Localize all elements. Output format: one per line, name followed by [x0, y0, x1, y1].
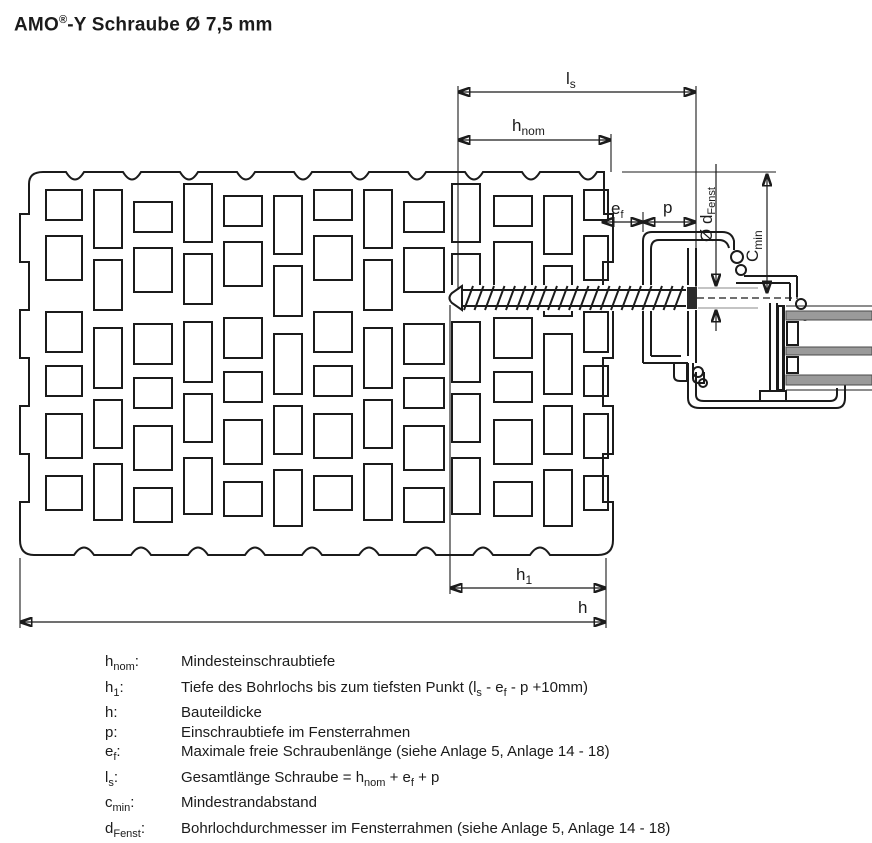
pilot-hole-edges	[698, 288, 758, 308]
legend-row	[105, 742, 670, 768]
label-cmin: $C_{min}$	[743, 230, 765, 262]
title-brand: AMO	[14, 14, 59, 36]
label-h1: $h_1$	[516, 565, 533, 587]
legend-definition: Einschraubtiefe im Fensterrahmen	[181, 723, 411, 741]
legend-definition: Maximale freie Schraubenlänge (siehe Anlage 5, Anlage 14 - 18)	[181, 743, 610, 760]
legend-row	[105, 723, 670, 743]
registered-mark: ®	[58, 14, 68, 26]
legend-symbol: $d_{Fenst}$:	[105, 819, 146, 840]
glazing-spacer	[787, 322, 798, 345]
legend-symbol: $c_{min}$:	[105, 794, 135, 814]
screw	[446, 285, 798, 311]
label-ef: $e_f$	[611, 199, 624, 221]
legend-symbol: p:	[105, 723, 118, 741]
label-ls: $l_s$	[566, 69, 576, 91]
glass-edge-strip	[778, 306, 783, 390]
legend-symbol: $h_1$:	[105, 678, 124, 699]
legend-symbol: h:	[105, 704, 118, 721]
legend-definition: Mindestrandabstand	[181, 794, 317, 811]
frame-box-bottom	[643, 356, 688, 363]
label-dfenst: Ø dFenst	[697, 187, 718, 242]
gasket-seal	[736, 265, 746, 275]
legend-definition: Bohrlochdurchmesser im Fensterrahmen (siehe Anlage 5, Anlage 14 - 18)	[181, 819, 671, 837]
legend-symbol: $h_{nom}$:	[105, 653, 139, 673]
glass-pane	[786, 347, 872, 355]
legend-symbol: $l_s$:	[105, 768, 119, 789]
brick-outline	[20, 172, 613, 555]
glazing-spacer	[787, 357, 798, 373]
legend	[105, 652, 670, 843]
label-hnom: $h_{nom}$	[512, 116, 545, 138]
title-rest: -Y Schraube Ø 7,5 mm	[67, 14, 273, 36]
legend-definition: Bauteildicke	[181, 704, 262, 721]
label-h: h	[578, 598, 588, 617]
legend-row	[105, 652, 670, 678]
screw-engagement	[687, 287, 697, 309]
brick-holes	[46, 184, 608, 526]
legend-row	[105, 793, 670, 819]
label-p: p	[663, 198, 673, 217]
glass-pane	[786, 375, 872, 385]
perforated-brick	[20, 172, 613, 555]
legend-row	[105, 703, 670, 723]
sash-step-detail	[760, 391, 786, 401]
gasket-seal	[796, 299, 806, 309]
glass-pane	[786, 311, 872, 320]
gasket-seal	[731, 251, 743, 263]
legend-definition: Tiefe des Bohrlochs bis zum tiefsten Punkt $(l_s - e_f - p +10mm)$	[181, 678, 588, 699]
legend-definition: Mindesteinschraubtiefe	[181, 653, 336, 670]
legend-row	[105, 819, 670, 843]
legend-row	[105, 678, 670, 704]
glass-edge-lines	[770, 303, 784, 392]
legend-row	[105, 768, 670, 794]
gasket-seal	[693, 367, 703, 377]
legend-symbol: $e_f$:	[105, 743, 121, 763]
legend-definition: Gesamtlänge Schraube = $h_{nom} + e_f + p$	[181, 768, 440, 789]
